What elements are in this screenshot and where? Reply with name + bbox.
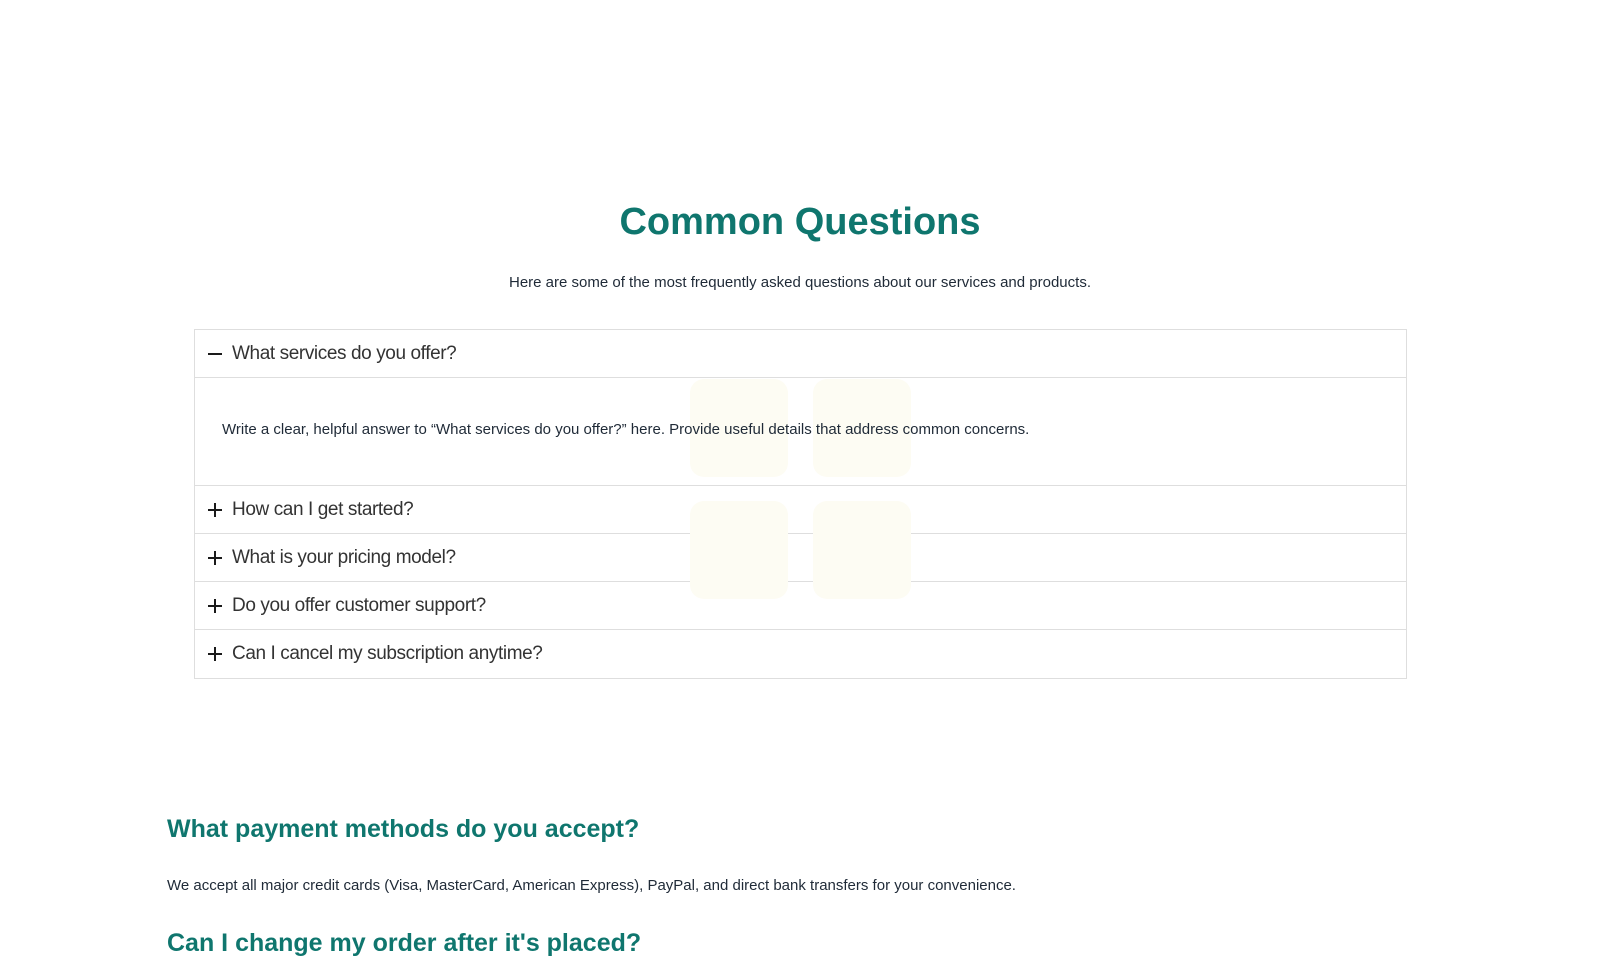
accordion-answer-panel xyxy=(195,378,1406,486)
accordion-header-get-started[interactable] xyxy=(195,486,1406,534)
plus-icon[interactable] xyxy=(208,647,222,661)
section-text-payment: We accept all major credit cards (Visa, MasterCard, American Express), PayPal, and direct bank transfers for your convenience. xyxy=(167,877,1016,894)
faq-accordion xyxy=(194,329,1407,679)
accordion-answer: Write a clear, helpful answer to “What services do you offer?” here. Provide useful details that address common concerns. xyxy=(222,421,1030,438)
accordion-item xyxy=(195,486,1406,534)
accordion-question: What is your pricing model? xyxy=(232,547,456,568)
accordion-header-services[interactable] xyxy=(195,330,1406,378)
minus-icon[interactable] xyxy=(208,347,222,361)
accordion-header-support[interactable] xyxy=(195,582,1406,630)
decorative-tile xyxy=(690,501,788,599)
accordion-question: Can I cancel my subscription anytime? xyxy=(232,643,543,664)
plus-icon[interactable] xyxy=(208,503,222,517)
accordion-item xyxy=(195,630,1406,678)
plus-icon[interactable] xyxy=(208,599,222,613)
accordion-question: How can I get started? xyxy=(232,499,414,520)
section-heading-change-order: Can I change my order after it's placed? xyxy=(167,929,642,957)
plus-icon[interactable] xyxy=(208,551,222,565)
accordion-header-pricing[interactable] xyxy=(195,534,1406,582)
faq-subtitle: Here are some of the most frequently asked questions about our services and products. xyxy=(509,274,1091,291)
accordion-question: What services do you offer? xyxy=(232,343,457,364)
accordion-header-cancel[interactable] xyxy=(195,630,1406,678)
section-heading-payment: What payment methods do you accept? xyxy=(167,815,640,843)
accordion-item xyxy=(195,534,1406,582)
accordion-item xyxy=(195,582,1406,630)
accordion-item xyxy=(195,330,1406,486)
faq-title: Common Questions xyxy=(619,201,981,243)
accordion-question: Do you offer customer support? xyxy=(232,595,486,616)
decorative-tile xyxy=(813,501,911,599)
